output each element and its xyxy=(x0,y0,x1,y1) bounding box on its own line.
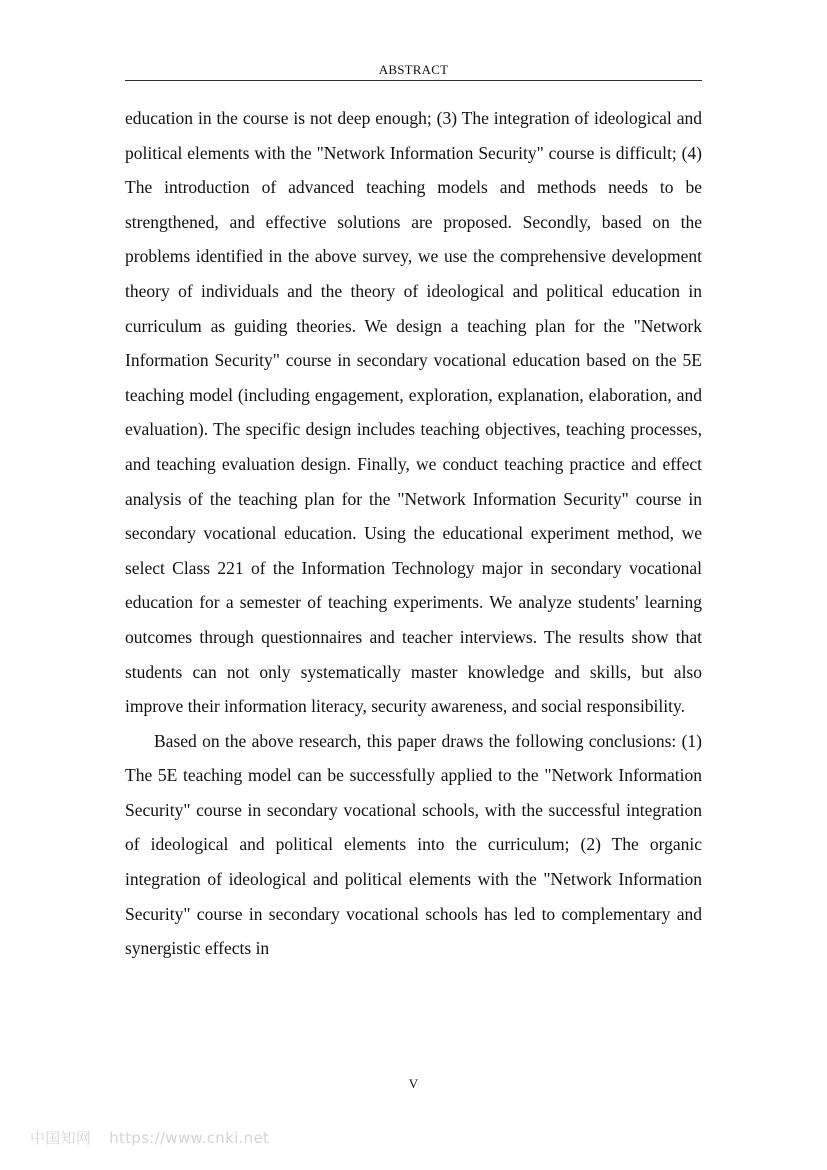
header-rule xyxy=(125,80,702,81)
running-header: ABSTRACT xyxy=(378,62,449,77)
paragraph-conclusions: Based on the above research, this paper draws the following conclusions: (1) The 5E teaching model can be successfully applied to the "Network Information Security" course in secondary vocational schools, with the successful integration of ideological and political elements into the curriculum; (2) The organic integration of ideological and political elements with the "Network Information Security" course in secondary vocational schools has led to complementary and synergistic effects in xyxy=(125,730,702,959)
paragraph-continued: education in the course is not deep enough; (3) The integration of ideological and political elements with the "Network Information Security" course is difficult; (4) The introduction of advanced teaching models and methods needs to be strengthened, and effective solutions are proposed. Secondly, based on the problems identified in the above survey, we use the comprehensive development theory of individuals and the theory of ideological and political education in curriculum as guiding theories. We design a teaching plan for the "Network Information Security" course in secondary vocational education based on the 5E teaching model (including engagement, exploration, explanation, elaboration, and evaluation). The specific design includes teaching objectives, teaching processes, and teaching evaluation design. Finally, we conduct teaching practice and effect analysis of the teaching plan for the "Network Information Security" course in secondary vocational education. Using the educational experiment method, we select Class 221 of the Information Technology major in secondary vocational education for a semester of teaching experiments. We analyze students' learning outcomes through questionnaires and teacher interviews. The results show that students can not only systematically master knowledge and skills, but also improve their information literacy, security awareness, and social responsibility. xyxy=(125,108,702,717)
watermark-brand: 中国知网 xyxy=(30,1129,92,1147)
abstract-body xyxy=(125,101,702,966)
page-number: V xyxy=(408,1076,419,1091)
cnki-watermark xyxy=(30,1127,269,1148)
watermark-url: https://www.cnki.net xyxy=(109,1129,270,1147)
